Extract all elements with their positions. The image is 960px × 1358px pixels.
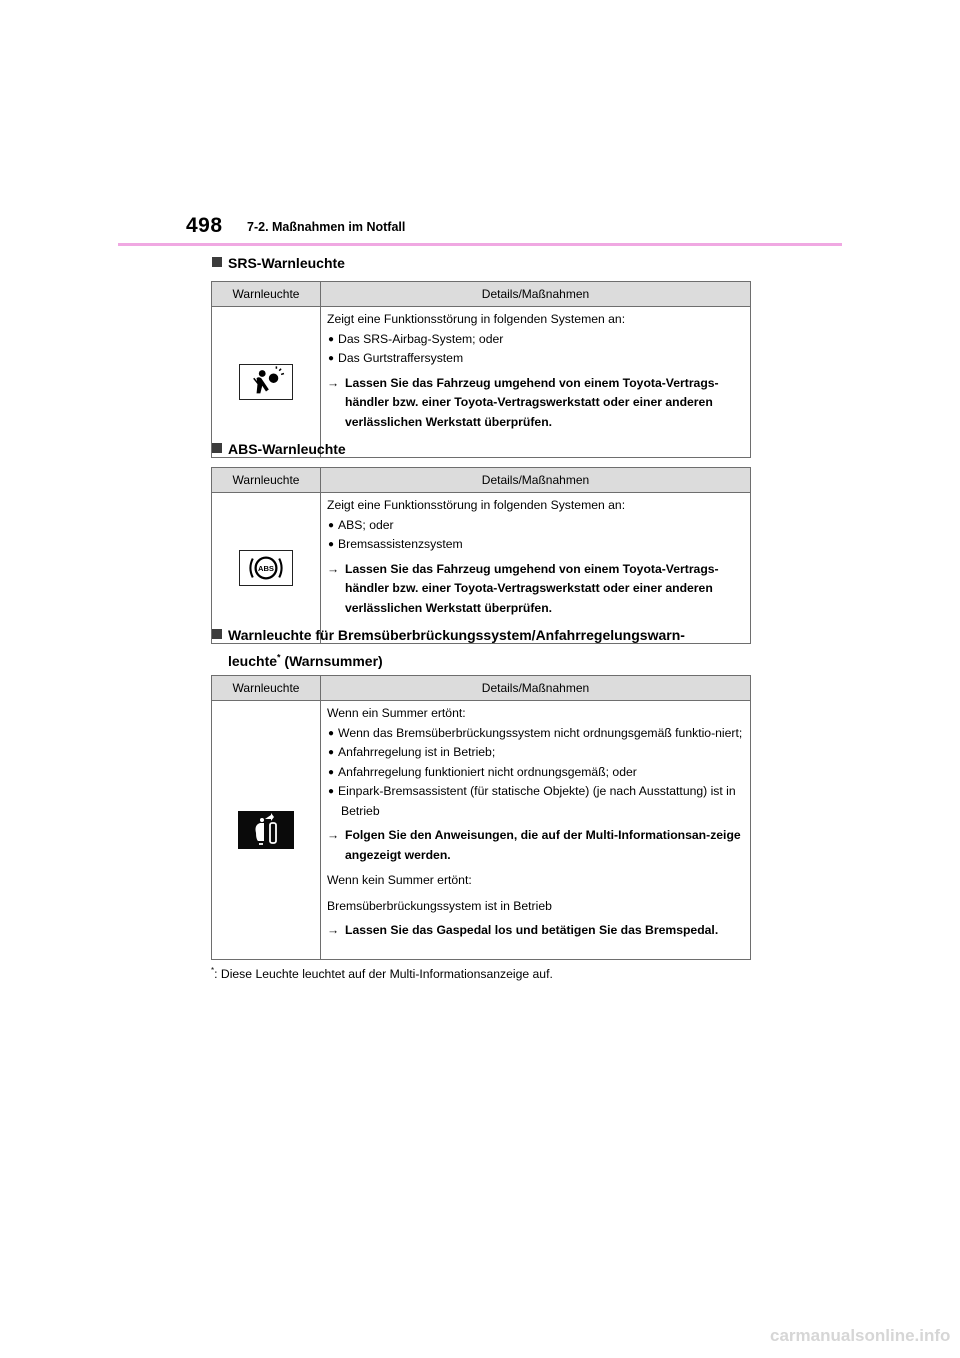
square-bullet-icon [212,629,222,639]
list-item: ● Wenn das Bremsüberbrückungssystem nicht ordnungsgemäß funktio-niert; [327,724,744,744]
arrow-icon: → [327,828,340,842]
action-instruction [327,921,744,941]
list-item: ● Anfahrregelung ist in Betrieb; [327,743,744,763]
footnote-text: : Diese Leuchte leuchtet auf der Multi-Informationsanzeige auf. [214,967,553,982]
icon-cell [212,493,321,644]
action-instruction [327,374,744,433]
brake-override-icon [238,811,294,849]
srs-airbag-icon [239,364,293,400]
list-item: ● Bremsassistenzsystem [327,535,744,555]
details-cell [321,701,751,960]
column-header-warnleuchte: Warnleuchte [212,282,321,307]
list-item: ● Das SRS-Airbag-System; oder [327,330,744,350]
section-heading-text-line1: Warnleuchte für Bremsüberbrückungssystem/Anfahrregelungswarn- [228,627,685,643]
action-text: Lassen Sie das Fahrzeug umgehend von einem Toyota-Vertrags-händler bzw. einer Toyota-Vertragswerkstatt oder einer anderen verlässlichen Werkstatt überprüfen. [345,375,719,429]
arrow-icon: → [327,561,340,576]
column-header-details: Details/Maßnahmen [321,676,751,701]
square-bullet-icon [212,257,222,267]
page-number: 498 [186,214,223,237]
column-header-details: Details/Maßnahmen [321,468,751,493]
column-header-warnleuchte: Warnleuchte [212,468,321,493]
footnote [211,966,553,981]
section-heading-text-line2: leuchte [228,653,278,670]
brake-override-warning-table [211,675,751,960]
no-buzzer-status: Bremsüberbrückungssystem ist in Betrieb [327,898,552,913]
header-rule [118,243,842,246]
section-heading-text: ABS-Warnleuchte [228,441,346,457]
action-text: Lassen Sie das Gaspedal los und betätigen Sie das Bremspedal. [345,923,719,937]
table-row [212,307,751,458]
details-cell [321,307,751,458]
column-header-details: Details/Maßnahmen [321,282,751,307]
srs-warning-table [211,281,751,458]
details-intro: Zeigt eine Funktionsstörung in folgenden Systemen an: [327,312,626,326]
table-row [212,701,751,960]
footnote-marker: * [211,966,215,975]
section-heading-abs [212,438,346,460]
table-header-row [212,468,751,493]
arrow-icon: → [327,923,340,937]
details-intro: Zeigt eine Funktionsstörung in folgenden Systemen an: [327,498,626,512]
list-item: ● Das Gurtstraffersystem [327,349,744,369]
no-buzzer-heading: Wenn kein Summer ertönt: [327,873,472,887]
column-header-warnleuchte: Warnleuchte [212,676,321,701]
list-item: ● ABS; oder [327,516,744,536]
table-header-row [212,282,751,307]
section-heading-brake-override [212,624,685,673]
action-text: Lassen Sie das Fahrzeug umgehend von einem Toyota-Vertrags-händler bzw. einer Toyota-Vertragswerkstatt oder einer anderen verlässlichen Werkstatt überprüfen. [345,561,719,615]
watermark: carmanualsonline.info [770,1326,951,1345]
section-heading-text-suffix: (Warnsummer) [280,653,383,670]
section-heading-srs [212,252,345,274]
icon-cell [212,307,321,458]
chapter-title: 7-2. Maßnahmen im Notfall [247,220,406,234]
table-row [212,493,751,644]
abs-warning-table [211,467,751,644]
details-cell [321,493,751,644]
abs-icon-label: ABS [258,563,274,573]
list-item: ● Einpark-Bremsassistent (für statische Objekte) (je nach Ausstattung) ist in Betrieb [327,782,744,821]
table-header-row [212,676,751,701]
action-instruction [327,826,744,865]
square-bullet-icon [212,443,222,453]
section-heading-text: SRS-Warnleuchte [228,255,345,271]
list-item: ● Anfahrregelung funktioniert nicht ordnungsgemäß; oder [327,763,744,783]
action-instruction [327,560,744,619]
icon-cell [212,701,321,960]
action-text: Folgen Sie den Anweisungen, die auf der Multi-Informationsan-zeige angezeigt werden. [345,828,741,862]
arrow-icon: → [327,375,340,390]
details-intro: Wenn ein Summer ertönt: [327,706,466,720]
abs-icon [239,550,293,586]
footnote-marker: * [277,652,281,663]
